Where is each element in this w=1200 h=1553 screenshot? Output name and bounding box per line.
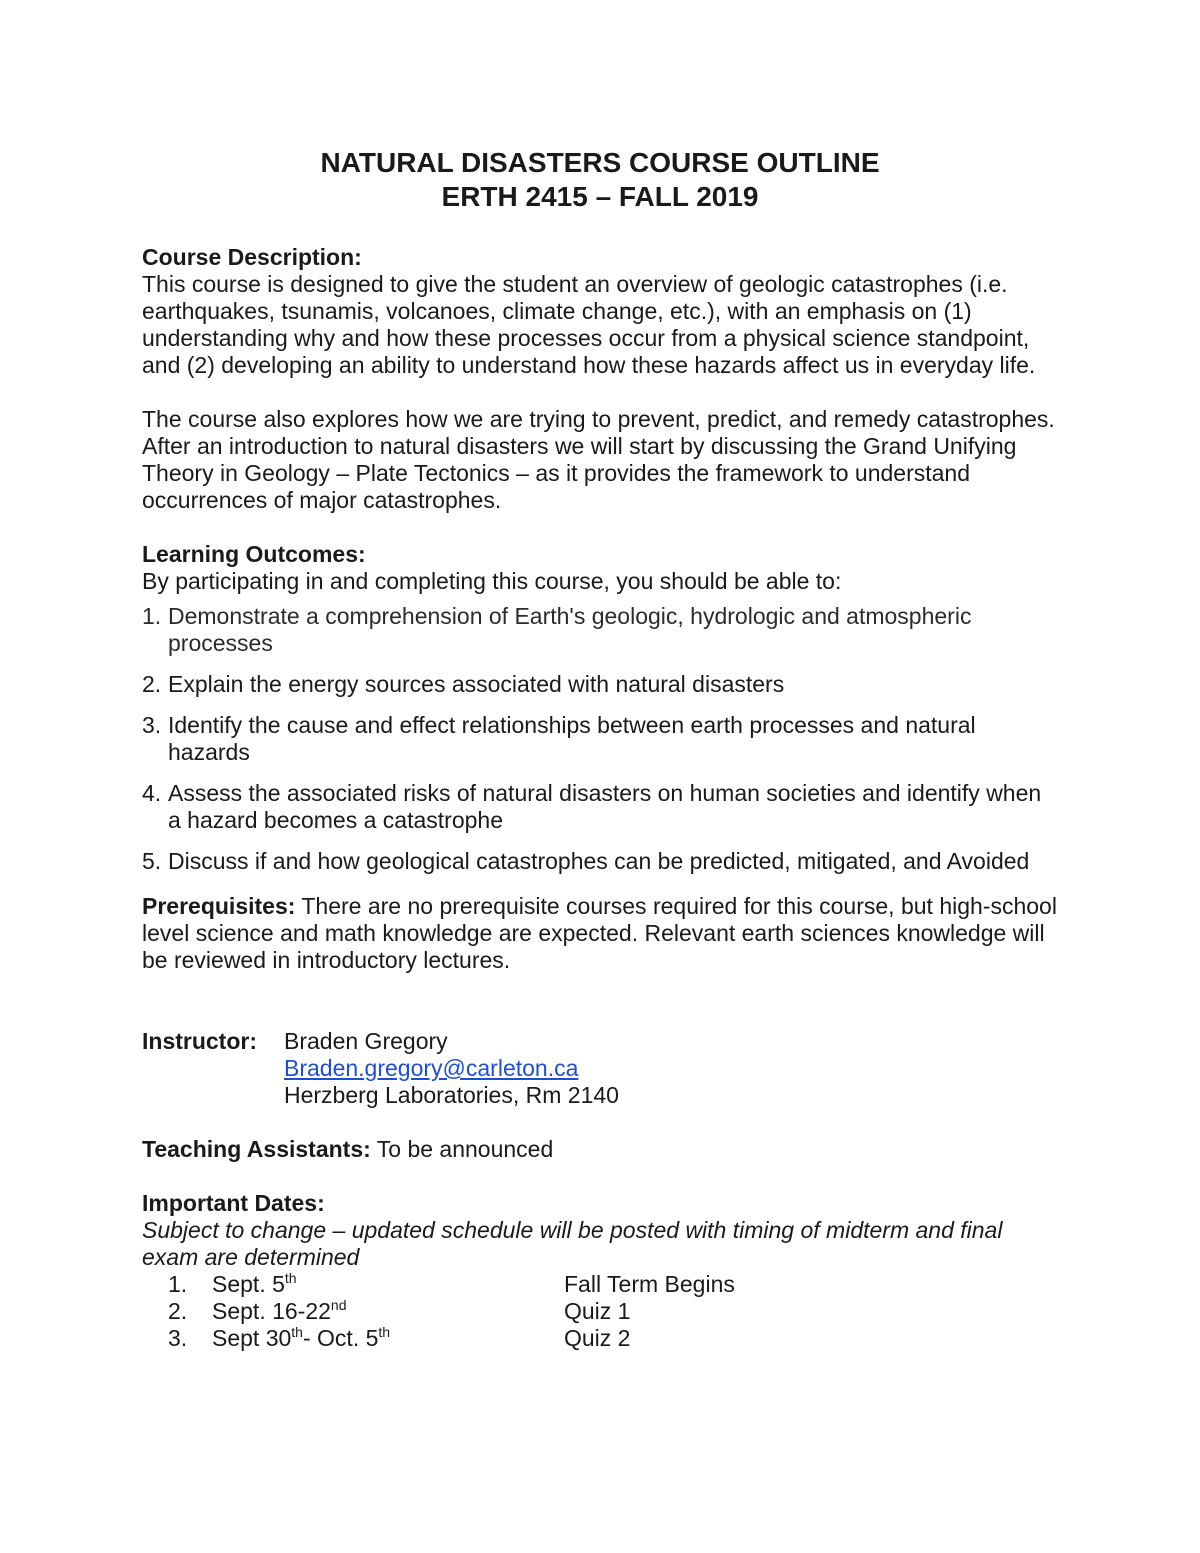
list-item — [142, 603, 1058, 657]
date-row-when: Sept. 16-22nd — [212, 1297, 347, 1324]
list-item-number: 2. — [142, 671, 162, 697]
date-row-number: 3. — [168, 1325, 188, 1351]
teaching-assistants-label: Teaching Assistants: — [142, 1136, 371, 1162]
list-item-number: 3. — [142, 712, 162, 738]
important-dates-section — [142, 1190, 1058, 1352]
date-row-event: Fall Term Begins — [564, 1271, 735, 1297]
important-dates-heading: Important Dates: — [142, 1190, 325, 1216]
prerequisites-label: Prerequisites: — [142, 893, 296, 919]
course-description-para-2: The course also explores how we are trying to prevent, predict, and remedy catastrophes. After an introduction to natural disasters we will start by discussing the Grand Unifying Theory in Geology – Plate Tectonics – as it provides the framework to understand occurrences of major catastrophes. — [142, 406, 1055, 513]
prerequisites-text: There are no prerequisite courses required for this course, but high-school level science and math knowledge are expected. Relevant earth sciences knowledge will be reviewed in introductory lectures. — [142, 893, 1057, 973]
list-item-text: Discuss if and how geological catastrophes can be predicted, mitigated, and Avoided — [168, 848, 1030, 874]
document-page — [142, 146, 1058, 1352]
list-item — [142, 848, 1058, 875]
list-item-text: Identify the cause and effect relationships between earth processes and natural hazards — [168, 712, 976, 765]
list-item — [142, 780, 1058, 834]
instructor-name: Braden Gregory — [284, 1028, 448, 1054]
list-item — [142, 671, 1058, 698]
learning-outcomes-heading: Learning Outcomes: — [142, 541, 366, 567]
prerequisites-paragraph — [142, 893, 1058, 974]
date-row — [142, 1325, 1058, 1352]
list-item-number: 5. — [142, 848, 162, 874]
instructor-office: Herzberg Laboratories, Rm 2140 — [284, 1082, 619, 1108]
date-row — [142, 1271, 1058, 1298]
date-row-event: Quiz 2 — [564, 1325, 631, 1351]
list-item-text: Assess the associated risks of natural disasters on human societies and identify when a hazard becomes a catastrophe — [168, 780, 1042, 833]
teaching-assistants-text: To be announced — [370, 1136, 554, 1162]
list-item-text: Demonstrate a comprehension of Earth's geologic, hydrologic and atmospheric processes — [168, 603, 972, 656]
document-title — [142, 146, 1058, 214]
date-row — [142, 1298, 1058, 1325]
instructor-section — [142, 1028, 1058, 1109]
important-dates-list — [142, 1271, 1058, 1352]
list-item-number: 4. — [142, 780, 162, 806]
instructor-label: Instructor: — [142, 1028, 257, 1054]
date-row-when: Sept. 5th — [212, 1270, 297, 1297]
course-description-section — [142, 244, 1058, 514]
important-dates-note: Subject to change – updated schedule will be posted with timing of midterm and final exam are determined — [142, 1217, 1003, 1270]
teaching-assistants-paragraph — [142, 1136, 1058, 1163]
list-item — [142, 712, 1058, 766]
learning-outcomes-intro: By participating in and completing this course, you should be able to: — [142, 568, 842, 594]
date-row-event: Quiz 1 — [564, 1298, 631, 1324]
date-row-when: Sept 30th- Oct. 5th — [212, 1324, 391, 1351]
learning-outcomes-section — [142, 541, 1058, 875]
date-row-number: 2. — [168, 1298, 188, 1324]
learning-outcomes-list — [142, 603, 1058, 875]
title-line-1: NATURAL DISASTERS COURSE OUTLINE — [320, 147, 880, 178]
instructor-email-link[interactable]: Braden.gregory@carleton.ca — [284, 1055, 579, 1081]
title-line-2: ERTH 2415 – FALL 2019 — [441, 181, 759, 212]
list-item-number: 1. — [142, 603, 162, 629]
instructor-details — [284, 1028, 619, 1109]
course-description-heading: Course Description: — [142, 244, 362, 270]
list-item-text: Explain the energy sources associated with natural disasters — [168, 671, 785, 697]
date-row-number: 1. — [168, 1271, 188, 1297]
course-description-para-1: This course is designed to give the student an overview of geologic catastrophes (i.e. earthquakes, tsunamis, volcanoes, climate change, etc.), with an emphasis on (1) understanding why and how these processes occur from a physical science standpoint, and (2) developing an ability to understand how these hazards affect us in everyday life. — [142, 271, 1036, 378]
